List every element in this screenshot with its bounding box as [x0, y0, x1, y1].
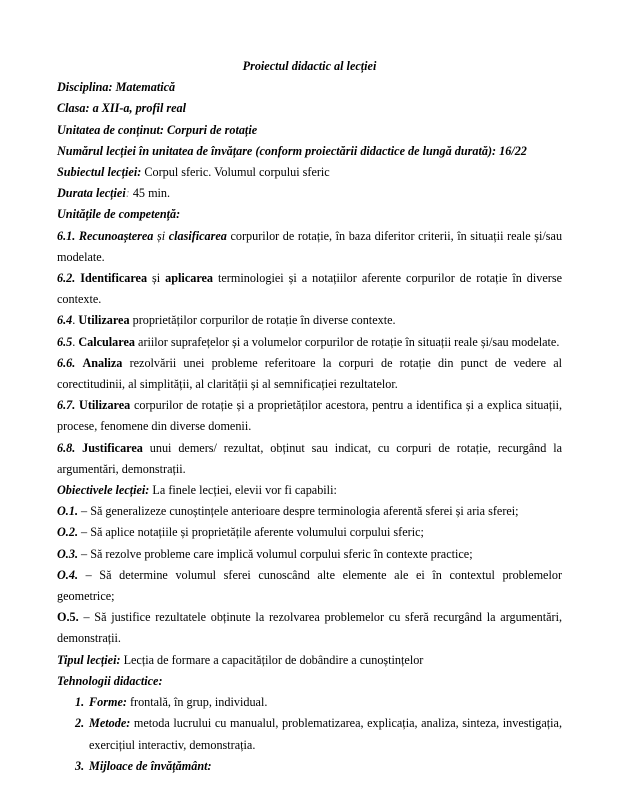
objective-text: – Să determine volumul sferei cunoscând alte elemente ale ei în contextul problemelor geometrice;	[57, 567, 563, 604]
document-title: Proiectul didactic al lecției	[242, 59, 377, 73]
subject-label: Subiectul lecției:	[57, 165, 142, 180]
document-page	[57, 56, 562, 777]
competence-text: rezolvării unei probleme referitoare la corpuri de rotație din punct de vedere al corectitudinii, al simplității, al clarității și al semnificației rezultatelor.	[57, 355, 563, 392]
objective-item	[57, 501, 562, 522]
competence-text: ariilor suprafețelor și a volumelor corpurilor de rotație în situații reale și/sau modelate.	[138, 334, 560, 349]
duration-line	[57, 183, 562, 204]
duration-value: 45 min.	[132, 186, 171, 201]
competence-number: 6.8.	[57, 440, 76, 455]
lesson-number-line	[57, 141, 562, 162]
technology-number: 3.	[75, 758, 85, 773]
objective-code: O.4.	[57, 567, 78, 582]
competence-verb: Analiza	[82, 355, 123, 370]
objectives-intro: La finele lecției, elevii vor fi capabili:	[152, 483, 337, 498]
discipline-value: Matematică	[115, 80, 176, 95]
competence-verb: Justificarea	[82, 440, 143, 455]
technology-text: frontală, în grup, individual.	[129, 695, 268, 710]
competence-item	[57, 332, 562, 353]
competences-heading: Unitățile de competență:	[57, 207, 181, 222]
competence-text: unui demers/ rezultat, obținut sau indicat, cu corpuri de rotație, recurgând la argumentări, demonstrații.	[57, 440, 563, 476]
objective-item	[57, 522, 562, 543]
technology-number: 1.	[75, 695, 85, 710]
competence-text: corpurilor de rotație, în baza diferitor criterii, în situații reale și/sau modelate.	[57, 228, 563, 264]
duration-label: Durata lecției	[57, 186, 126, 201]
subject-line	[57, 162, 562, 183]
competence-number: 6.1.	[57, 228, 76, 243]
objective-text: – Să justifice rezultatele obținute la rezolvarea problemelor cu sferă recurgând la argumentări, demonstrații.	[57, 610, 562, 646]
competence-verb: Utilizarea	[79, 398, 131, 413]
competence-conjunction: și	[152, 271, 161, 286]
objective-item	[57, 607, 562, 649]
competence-verb-second: clasificarea	[168, 228, 227, 243]
competence-number: 6.2.	[57, 271, 76, 286]
technology-item	[57, 692, 562, 713]
objective-text: – Să aplice notațiile și proprietățile aferente volumului corpului sferic;	[81, 525, 424, 540]
objective-item	[57, 544, 562, 565]
competence-number: 6.6.	[57, 355, 76, 370]
class-line	[57, 98, 562, 119]
duration-colon: :	[125, 186, 130, 201]
competence-item	[57, 353, 562, 395]
competence-verb: Utilizarea	[78, 313, 130, 328]
competence-verb: Calcularea	[78, 334, 135, 349]
technology-text: metoda lucrului cu manualul, problematizarea, explicația, analiza, sinteza, investigația, exercițiul interactiv, demonstrația.	[89, 716, 562, 752]
objective-text: – Să generalizeze cunoștințele anterioare despre terminologia aferentă sferei și aria sferei;	[81, 504, 519, 519]
technology-item	[57, 713, 562, 755]
competence-text: proprietăților corpurilor de rotație în diverse contexte.	[132, 313, 396, 328]
lesson-number-label: Numărul lecției în unitatea de învățare (conform proiectării didactice de lungă durată):	[57, 143, 497, 158]
competence-item	[57, 268, 562, 310]
lesson-type-value: Lecția de formare a capacităților de dobândire a cunoștințelor	[123, 652, 424, 667]
competence-text: terminologiei și a notațiilor aferente corpurilor de rotație în diverse contexte.	[57, 271, 563, 307]
competence-item	[57, 395, 562, 437]
class-label: Clasa:	[57, 101, 90, 116]
technology-label: Mijloace de învățământ:	[89, 758, 212, 773]
lesson-type-label: Tipul lecției:	[57, 652, 121, 667]
unit-label: Unitatea de conținut:	[57, 122, 164, 137]
discipline-line	[57, 77, 562, 98]
competence-number: 6.5	[57, 334, 73, 349]
subject-value: Corpul sferic. Volumul corpului sferic	[144, 165, 330, 180]
competence-item	[57, 310, 562, 331]
technology-label: Forme:	[89, 695, 127, 710]
competence-dot: .	[72, 334, 76, 349]
competence-text: corpurilor de rotație și a proprietăților acestora, pentru a identifica și a explica situații, procese, fenomene din diverse domenii.	[57, 398, 563, 434]
class-value: a XII-a, profil real	[92, 101, 187, 116]
objective-code: O.1.	[57, 504, 78, 519]
objective-code: O.2.	[57, 525, 78, 540]
technology-item	[57, 756, 562, 777]
competence-dot: .	[72, 313, 76, 328]
discipline-label: Disciplina:	[57, 80, 113, 95]
competence-verb: Identificarea	[80, 271, 148, 286]
lesson-type-line	[57, 650, 562, 671]
competence-item	[57, 438, 562, 480]
objective-text: – Să rezolve probleme care implică volumul corpului sferic în contexte practice;	[81, 546, 473, 561]
unit-line	[57, 120, 562, 141]
competence-conjunction: și	[156, 228, 166, 243]
competence-number: 6.7.	[57, 398, 76, 413]
unit-value: Corpuri de rotație	[167, 122, 258, 137]
competence-verb-second: aplicarea	[165, 271, 214, 286]
technologies-list	[57, 692, 562, 777]
technologies-heading: Tehnologii didactice:	[57, 673, 163, 688]
competence-item	[57, 226, 562, 268]
lesson-number-value: 16/22	[499, 143, 527, 158]
competence-verb: Recunoașterea	[78, 228, 154, 243]
technology-label: Metode:	[89, 716, 131, 731]
objectives-label: Obiectivele lecției:	[57, 483, 150, 498]
objective-code: O.5.	[57, 610, 79, 625]
objectives-line	[57, 480, 562, 501]
objective-item	[57, 565, 562, 607]
competence-number: 6.4	[57, 313, 73, 328]
technology-number: 2.	[75, 716, 85, 731]
objective-code: O.3.	[57, 546, 78, 561]
